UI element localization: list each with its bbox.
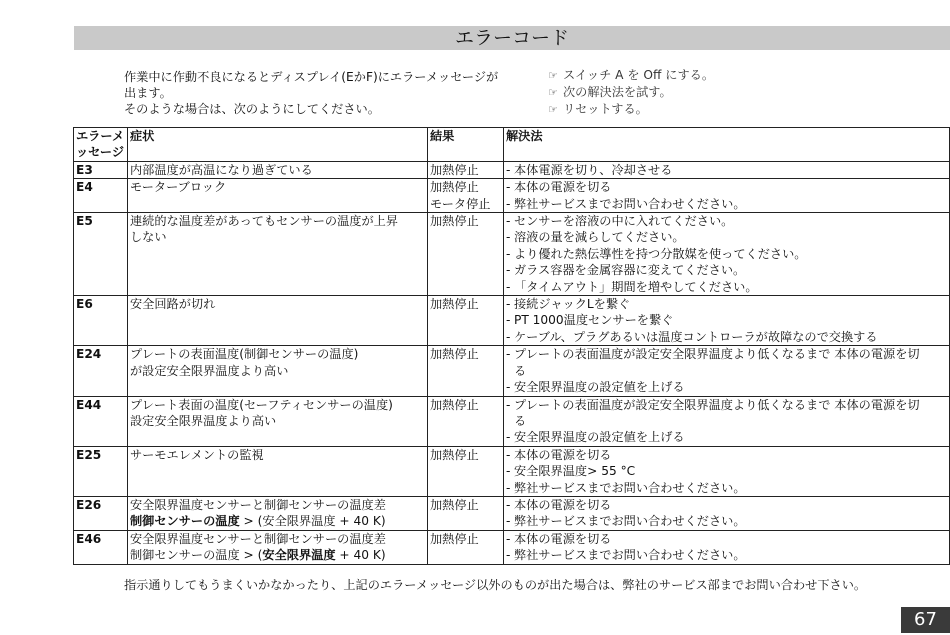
solution [504, 213, 950, 296]
solution-line: - ケーブル、プラグあるいは温度コントローラが故障なので交換する [506, 329, 878, 344]
solution-text: プレートの表面温度が設定安全限界温度より低くなるまで 本体の電源を切 [514, 397, 920, 412]
error-code: E6 [74, 296, 128, 346]
result-line: 加熱停止 [430, 162, 479, 177]
solution-text: センサーを溶液の中に入れてください。 [514, 214, 734, 229]
table-row-e26 [74, 496, 950, 530]
symptom-line [130, 547, 427, 563]
intro-step-text: 次の解決法を試す。 [563, 85, 672, 99]
result [428, 179, 504, 213]
intro-step-text: スイッチ A を Off にする。 [563, 68, 715, 82]
symptom-post: + 40 K) [335, 548, 386, 563]
solution [504, 296, 950, 346]
table-row-e46 [74, 530, 950, 564]
solution [504, 161, 950, 178]
solution-text: より優れた熱伝導性を持つ分散媒を使ってください。 [514, 246, 807, 261]
table-body [74, 161, 950, 564]
pointing-hand-icon: ☞ [548, 86, 558, 99]
intro-line: 出ます。 [124, 86, 172, 100]
solution-line: - 本体の電源を切る [506, 531, 612, 546]
solution [504, 446, 950, 496]
symptom-line: しない [130, 230, 167, 245]
symptom-line: が設定安全限界温度より高い [130, 363, 289, 378]
symptom [128, 179, 428, 213]
footer-note: 指示通りしてもうまくいかなかったり、上記のエラーメッセージ以外のものが出た場合は、弊社のサービス部までお問い合わせ下さい。 [124, 578, 867, 592]
error-code-table [73, 127, 950, 565]
header-code-line: ッセージ [76, 145, 125, 160]
solution-text: プレートの表面温度が設定安全限界温度より低くなるまで 本体の電源を切 [514, 347, 920, 362]
solution [504, 530, 950, 564]
page-title-bar [74, 26, 950, 50]
solution-text: 弊社サービスまでお問い合わせください。 [514, 514, 746, 529]
symptom [128, 161, 428, 178]
solution-text: 弊社サービスまでお問い合わせください。 [514, 480, 746, 495]
table-row [74, 446, 950, 496]
result-line: 加熱停止 [430, 447, 479, 462]
solution-text: 本体電源を切り、冷却させる [514, 162, 673, 177]
symptom [128, 346, 428, 396]
intro-line: 作業中に作動不良になるとディスプレイ(EかF)にエラーメッセージが [124, 70, 499, 84]
symptom-line [130, 513, 427, 529]
result [428, 446, 504, 496]
solution-text: 安全限界温度> 55 °C [514, 464, 636, 479]
result: 加熱停止 [428, 496, 504, 530]
solution-line: - 弊社サービスまでお問い合わせください。 [506, 514, 746, 529]
pointing-hand-icon: ☞ [548, 103, 558, 116]
solution-line: - より優れた熱伝導性を持つ分散媒を使ってください。 [506, 246, 807, 261]
page-number-badge [901, 607, 950, 633]
solution-line: - 溶液の量を減らしてください。 [506, 230, 685, 245]
solution-line: - PT 1000温度センサーを繋ぐ [506, 313, 674, 328]
table-header-row [74, 128, 950, 162]
symptom-line: プレートの表面温度(制御センサーの温度) [130, 347, 359, 362]
result-line: 加熱停止 [430, 214, 479, 229]
symptom-line: 安全限界温度センサーと制御センサーの温度差 [130, 497, 386, 512]
solution-line: - 弊社サービスまでお問い合わせください。 [506, 548, 746, 563]
symptom-line: 設定安全限界温度より高い [130, 413, 277, 428]
result [428, 346, 504, 396]
header-solution: 解決法 [504, 128, 950, 162]
result-line: 加熱停止 [430, 397, 479, 412]
symptom-bold: 制御センサーの温度 [130, 514, 240, 529]
error-code: E26 [74, 496, 128, 530]
error-code: E24 [74, 346, 128, 396]
error-code: E5 [74, 213, 128, 296]
solution-line: - プレートの表面温度が設定安全限界温度より低くなるまで 本体の電源を切 [506, 397, 920, 412]
solution [504, 396, 950, 446]
solution-line: - プレートの表面温度が設定安全限界温度より低くなるまで 本体の電源を切 [506, 347, 920, 362]
solution-line: - 安全限界温度> 55 °C [506, 464, 636, 479]
solution-line [506, 363, 949, 379]
header-result: 結果 [428, 128, 504, 162]
result [428, 213, 504, 296]
symptom [128, 496, 428, 530]
result-line: 加熱停止 [430, 297, 479, 312]
result-line: モータ停止 [430, 196, 491, 211]
symptom-line: 内部温度が高温になり過ぎている [130, 162, 313, 177]
solution-line: - 本体の電源を切る [506, 180, 612, 195]
solution-line: - 本体の電源を切る [506, 497, 612, 512]
symptom-line: 連続的な温度差があってもセンサーの温度が上昇 [130, 214, 399, 229]
solution-line: - 本体電源を切り、冷却させる [506, 162, 673, 177]
solution-text: 溶液の量を減らしてください。 [514, 230, 685, 245]
page-number: 67 [914, 609, 937, 630]
solution-line: - 接続ジャックLを繋ぐ [506, 297, 631, 312]
intro-steps [548, 67, 908, 118]
result [428, 161, 504, 178]
result-line: 加熱停止 [430, 180, 479, 195]
symptom-line: 安全限界温度センサーと制御センサーの温度差 [130, 531, 386, 546]
solution-text: 安全限界温度の設定値を上げる [514, 430, 685, 445]
symptom [128, 446, 428, 496]
table-row [74, 346, 950, 396]
solution-line: - センサーを溶液の中に入れてください。 [506, 214, 734, 229]
solution-text: 弊社サービスまでお問い合わせください。 [514, 548, 746, 563]
solution-text: 弊社サービスまでお問い合わせください。 [514, 196, 746, 211]
solution-line: - 安全限界温度の設定値を上げる [506, 380, 685, 395]
result-line: 加熱停止 [430, 347, 479, 362]
symptom-rest: > (安全限界温度 + 40 K) [239, 514, 386, 529]
intro-step-text: リセットする。 [563, 102, 648, 116]
solution-line: - 「タイムアウト」期間を増やしてください。 [506, 279, 758, 294]
header-symptom: 症状 [128, 128, 428, 162]
solution-text: 本体の電源を切る [514, 497, 612, 512]
table-row [74, 296, 950, 346]
table-row [74, 179, 950, 213]
header-code-line: エラーメ [76, 129, 125, 143]
result [428, 396, 504, 446]
solution-text: 本体の電源を切る [514, 180, 612, 195]
solution-text: る [514, 363, 527, 378]
solution [504, 496, 950, 530]
solution [504, 346, 950, 396]
solution-text: PT 1000温度センサーを繋ぐ [514, 313, 674, 328]
error-code: E3 [74, 161, 128, 178]
table-row [74, 213, 950, 296]
symptom [128, 296, 428, 346]
solution-text: 「タイムアウト」期間を増やしてください。 [514, 279, 758, 294]
intro-step [548, 67, 908, 84]
solution-line: - ガラス容器を金属容器に変えてください。 [506, 263, 746, 278]
intro-text [124, 69, 544, 117]
solution [504, 179, 950, 213]
symptom-line: サーモエレメントの監視 [130, 447, 264, 462]
solution-line [506, 413, 949, 429]
error-code: E46 [74, 530, 128, 564]
solution-line: - 弊社サービスまでお問い合わせください。 [506, 480, 746, 495]
error-code: E44 [74, 396, 128, 446]
solution-text: 接続ジャックLを繋ぐ [514, 297, 631, 312]
symptom-line: プレート表面の温度(セーフティセンサーの温度) [130, 397, 393, 412]
error-code: E4 [74, 179, 128, 213]
result [428, 296, 504, 346]
symptom-line: 安全回路が切れ [130, 297, 216, 312]
symptom-pre: 制御センサーの温度 > ( [130, 548, 263, 563]
solution-line: - 安全限界温度の設定値を上げる [506, 430, 685, 445]
symptom [128, 213, 428, 296]
solution-text: ケーブル、プラグあるいは温度コントローラが故障なので交換する [514, 329, 878, 344]
solution-text: る [514, 413, 527, 428]
symptom [128, 396, 428, 446]
solution-text: ガラス容器を金属容器に変えてください。 [514, 263, 746, 278]
header-code [74, 128, 128, 162]
intro-step [548, 101, 908, 118]
symptom-bold: 安全限界温度 [262, 548, 336, 563]
table-row [74, 161, 950, 178]
symptom [128, 530, 428, 564]
intro-step [548, 84, 908, 101]
table-row [74, 396, 950, 446]
page-title: エラーコード [454, 27, 569, 49]
intro-line: そのような場合は、次のようにしてください。 [124, 102, 380, 116]
solution-text: 本体の電源を切る [514, 531, 612, 546]
pointing-hand-icon: ☞ [548, 69, 558, 82]
error-code: E25 [74, 446, 128, 496]
solution-text: 安全限界温度の設定値を上げる [514, 380, 685, 395]
result: 加熱停止 [428, 530, 504, 564]
solution-line: - 弊社サービスまでお問い合わせください。 [506, 196, 746, 211]
solution-line: - 本体の電源を切る [506, 447, 612, 462]
solution-text: 本体の電源を切る [514, 447, 612, 462]
symptom-line: モーターブロック [130, 180, 227, 195]
